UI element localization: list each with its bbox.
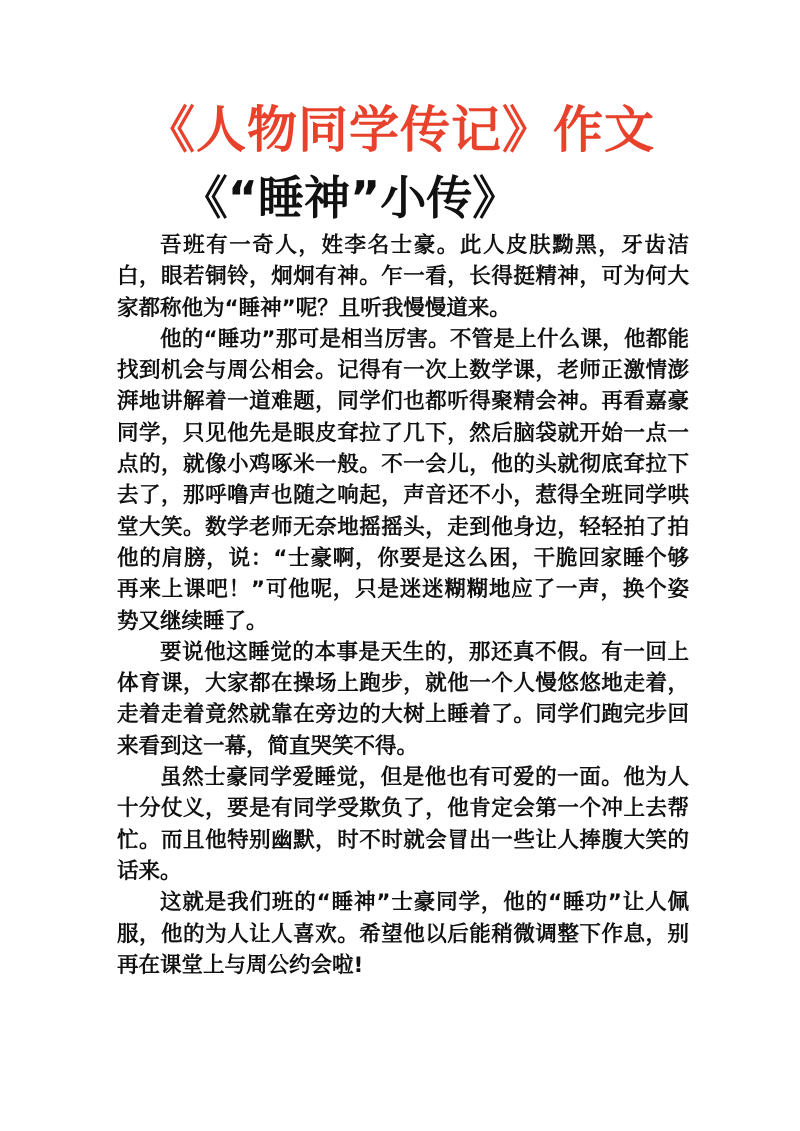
paragraph-5: 这就是我们班的“睡神”士豪同学，他的“睡功”让人佩服，他的为人让人喜欢。希望他以后能稍微调整下作息，别再在课堂上与周公约会啦!: [117, 890, 689, 978]
paragraph-2: 他的“睡功”那可是相当厉害。不管是上什么课，他都能找到机会与周公相会。记得有一次上数学课，老师正激情澎湃地讲解着一道难题，同学们也都听得聚精会神。再看嘉豪同学，只见他先是眼皮耷拉了几下，然后脑袋就开始一点一点的，就像小鸡啄米一般。不一会儿，他的头就彻底耷拉下去了，那呼噜声也随之响起，声音还不小，惹得全班同学哄堂大笑。数学老师无奈地摇摇头，走到他身边，轻轻拍了拍他的肩膀，说：“士豪啊，你要是这么困，干脆回家睡个够再来上课吧！”可他呢，只是迷迷糊糊地应了一声，换个姿势又继续睡了。: [117, 326, 689, 634]
essay-main-title: 《人物同学传记》作文: [145, 101, 655, 159]
paragraph-3: 要说他这睡觉的本事是天生的，那还真不假。有一回上体育课，大家都在操场上跑步，就他一个人慢悠悠地走着，走着走着竟然就靠在旁边的大树上睡着了。同学们跑完步回来看到这一幕，简直哭笑不得。: [117, 639, 689, 759]
essay-body: [117, 230, 689, 981]
paragraph-4: 虽然士豪同学爱睡觉，但是他也有可爱的一面。他为人十分仗义，要是有同学受欺负了，他肯定会第一个冲上去帮忙。而且他特别幽默，时不时就会冒出一些让人捧腹大笑的话来。: [117, 765, 689, 884]
paragraph-1: 吾班有一奇人，姓李名士豪。此人皮肤黝黑，牙齿洁白，眼若铜铃，炯炯有神。乍一看，长得挺精神，可为何大家都称他为“睡神”呢？且听我慢慢道来。: [117, 233, 689, 321]
essay-subtitle: 《“睡神”小传》: [181, 171, 519, 225]
